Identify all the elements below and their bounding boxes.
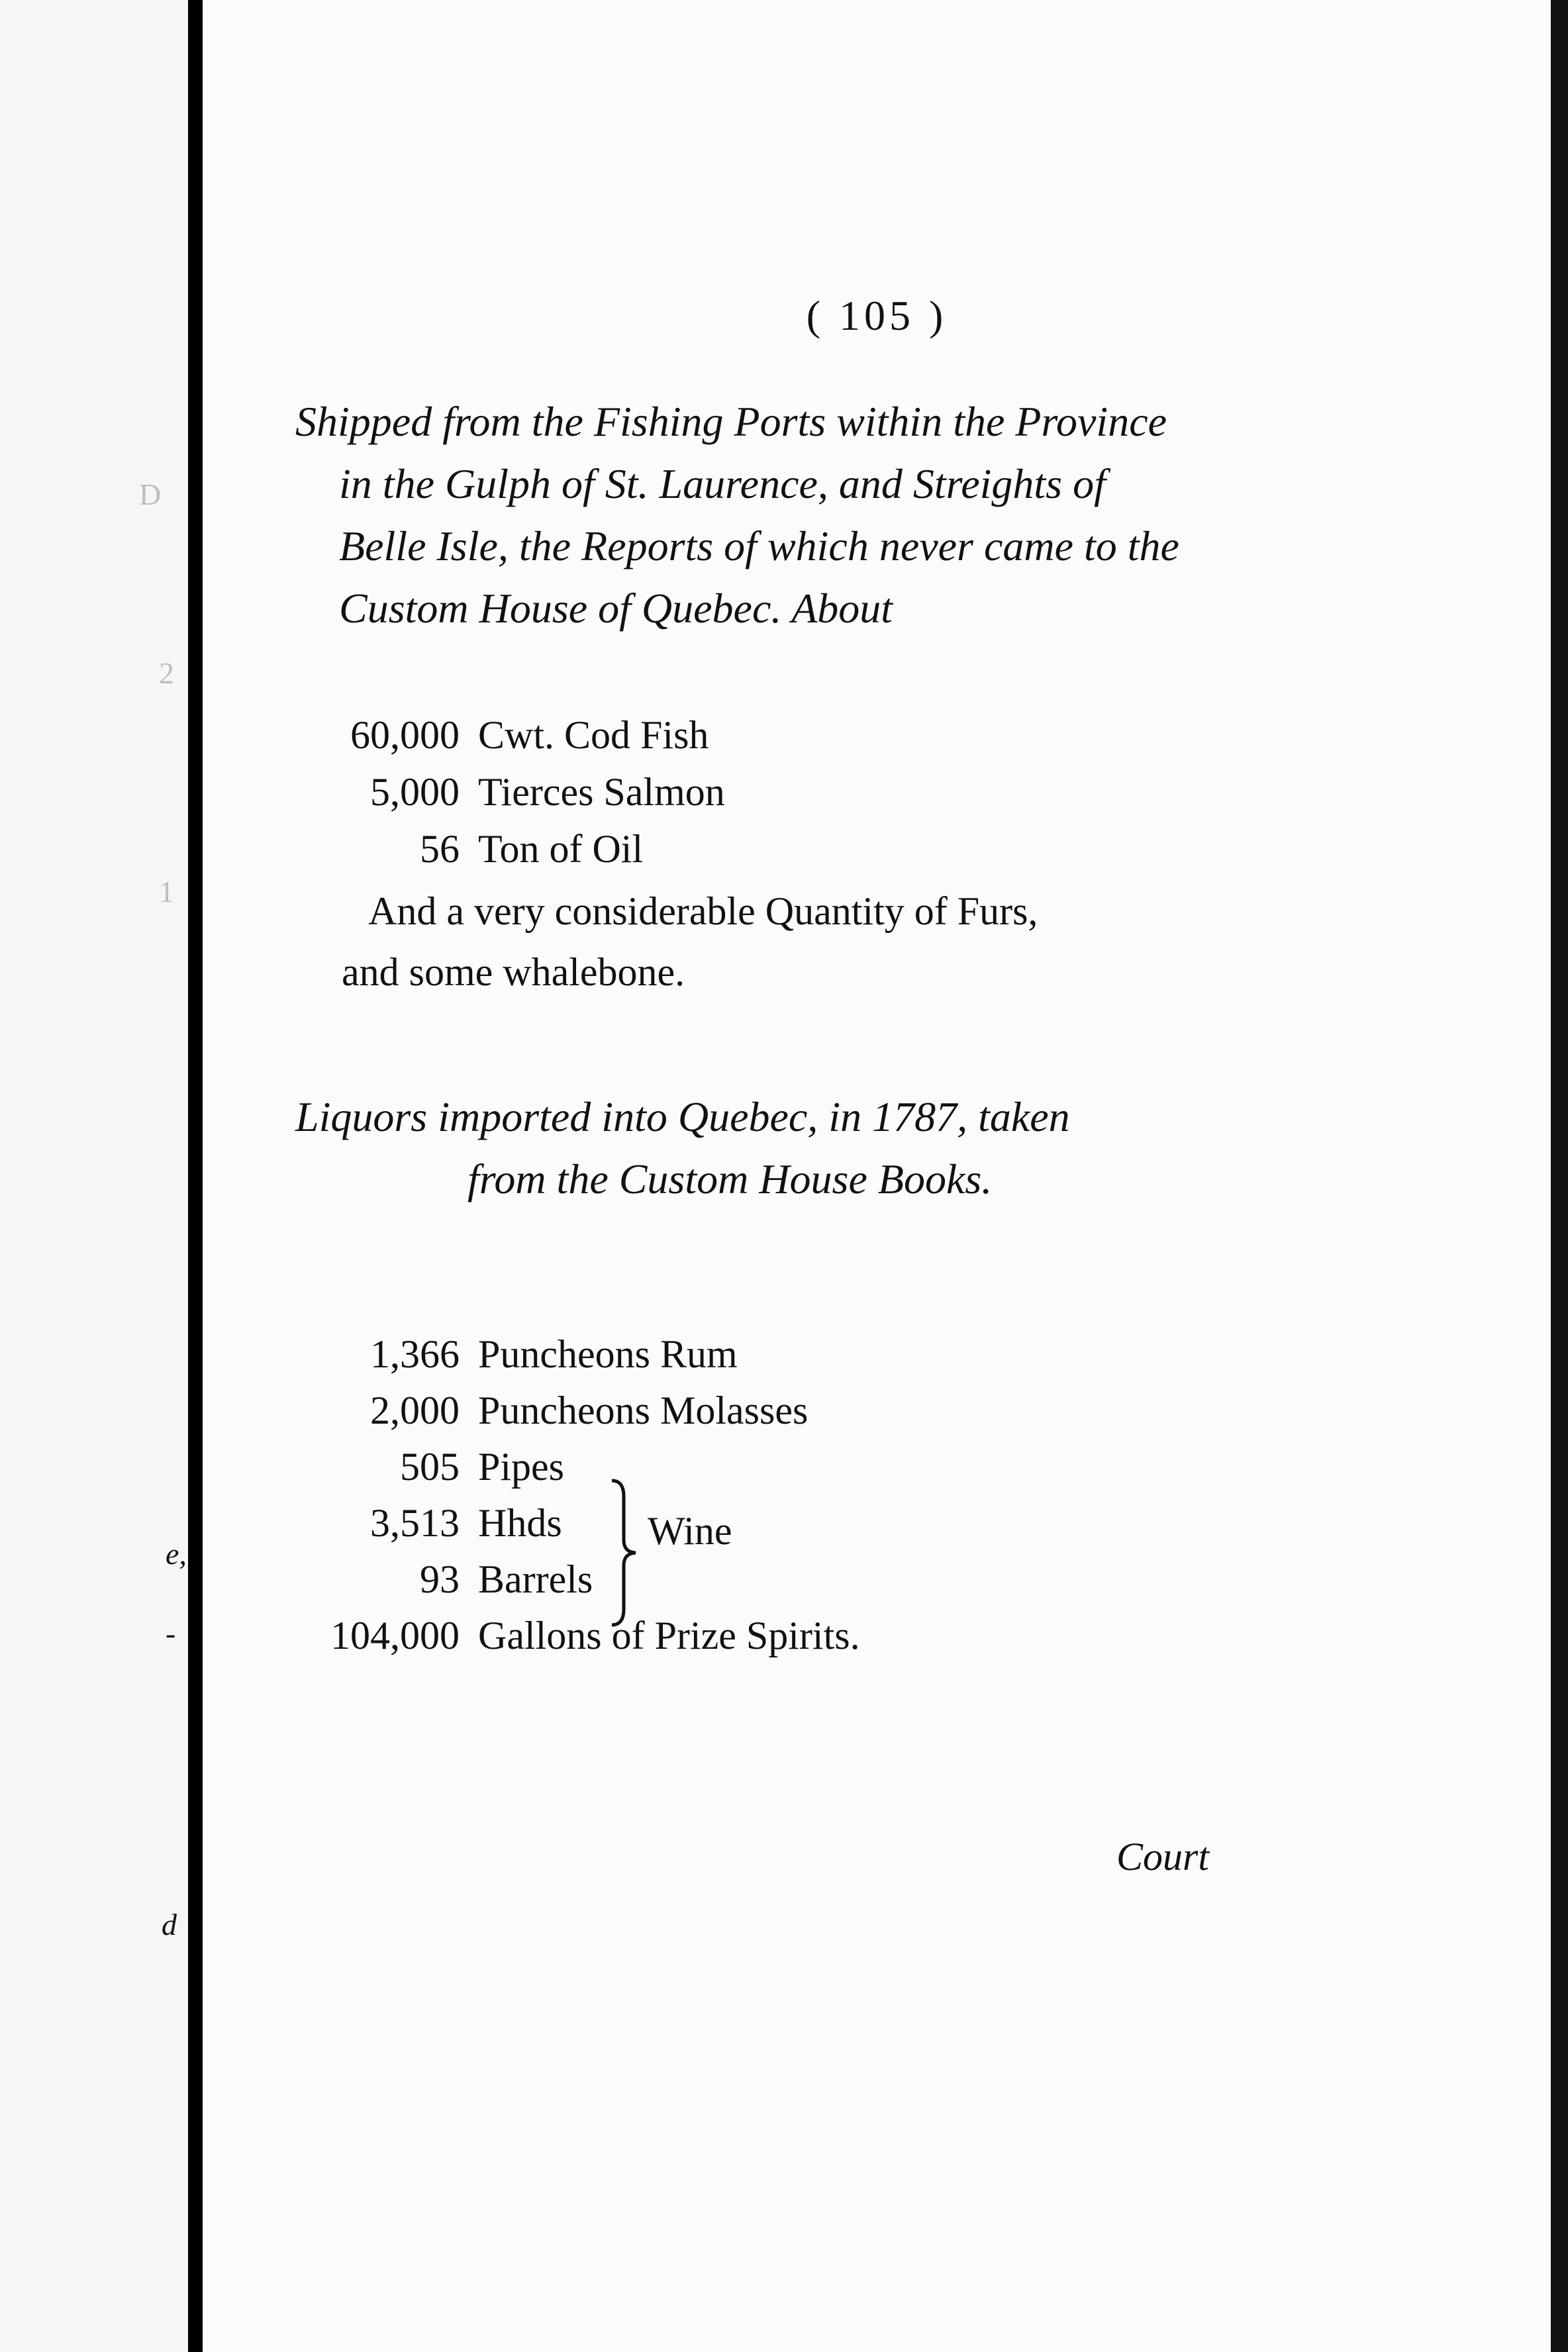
wine-label: Wine (648, 1509, 732, 1553)
bleed-fragment: D (139, 477, 162, 511)
quantity: 104,000 (330, 1614, 460, 1657)
note-paragraph (342, 881, 1414, 1003)
item-name: Gallons of Prize Spirits. (478, 1614, 860, 1657)
heading-line-1: Shipped from the Fishing Ports within the Province (295, 398, 1167, 445)
gutter-shadow (188, 0, 203, 2352)
heading-line-3: Belle Isle, the Reports of which never came to the (339, 522, 1179, 569)
heading-line-2: in the Gulph of St. Laurence, and Streights of (339, 460, 1106, 507)
quantity: 2,000 (370, 1389, 460, 1432)
bleed-fragment: d (162, 1908, 177, 1941)
page-number: ( 105 ) (806, 292, 948, 339)
quantity: 56 (420, 827, 460, 871)
item-name: Puncheons Molasses (478, 1389, 808, 1432)
bleed-fragment: 2 (159, 656, 174, 690)
section-heading-line-2: from the Custom House Books. (467, 1155, 993, 1202)
quantity: 1,366 (370, 1332, 460, 1376)
wine-brace (607, 1477, 646, 1629)
item-name: Cwt. Cod Fish (478, 713, 709, 757)
item-name: Hhds (478, 1501, 562, 1545)
note-line-2: and some whalebone. (342, 950, 685, 994)
quantity: 60,000 (350, 713, 460, 757)
quantity: 5,000 (370, 770, 460, 814)
bleed-fragment: 1 (159, 875, 174, 908)
note-line-1: And a very considerable Quantity of Furs, (368, 889, 1038, 933)
section-heading-line-1: Liquors imported into Quebec, in 1787, taken (295, 1093, 1070, 1140)
item-name: Barrels (478, 1557, 593, 1601)
bleed-fragment: - (166, 1616, 176, 1650)
item-name: Puncheons Rum (478, 1332, 738, 1376)
quantity: 3,513 (370, 1501, 460, 1545)
quantity: 505 (400, 1445, 460, 1489)
item-name: Ton of Oil (478, 827, 644, 871)
item-name: Pipes (478, 1445, 565, 1489)
item-name: Tierces Salmon (478, 770, 725, 814)
catchword: Court (1116, 1835, 1210, 1879)
book-page (203, 0, 1551, 2352)
quantity: 93 (420, 1557, 460, 1601)
facing-page-edge (0, 0, 188, 2352)
page-edge (1551, 0, 1568, 2352)
heading-line-4: Custom House of Quebec. About (339, 585, 893, 632)
bleed-fragment: e, (166, 1537, 187, 1571)
